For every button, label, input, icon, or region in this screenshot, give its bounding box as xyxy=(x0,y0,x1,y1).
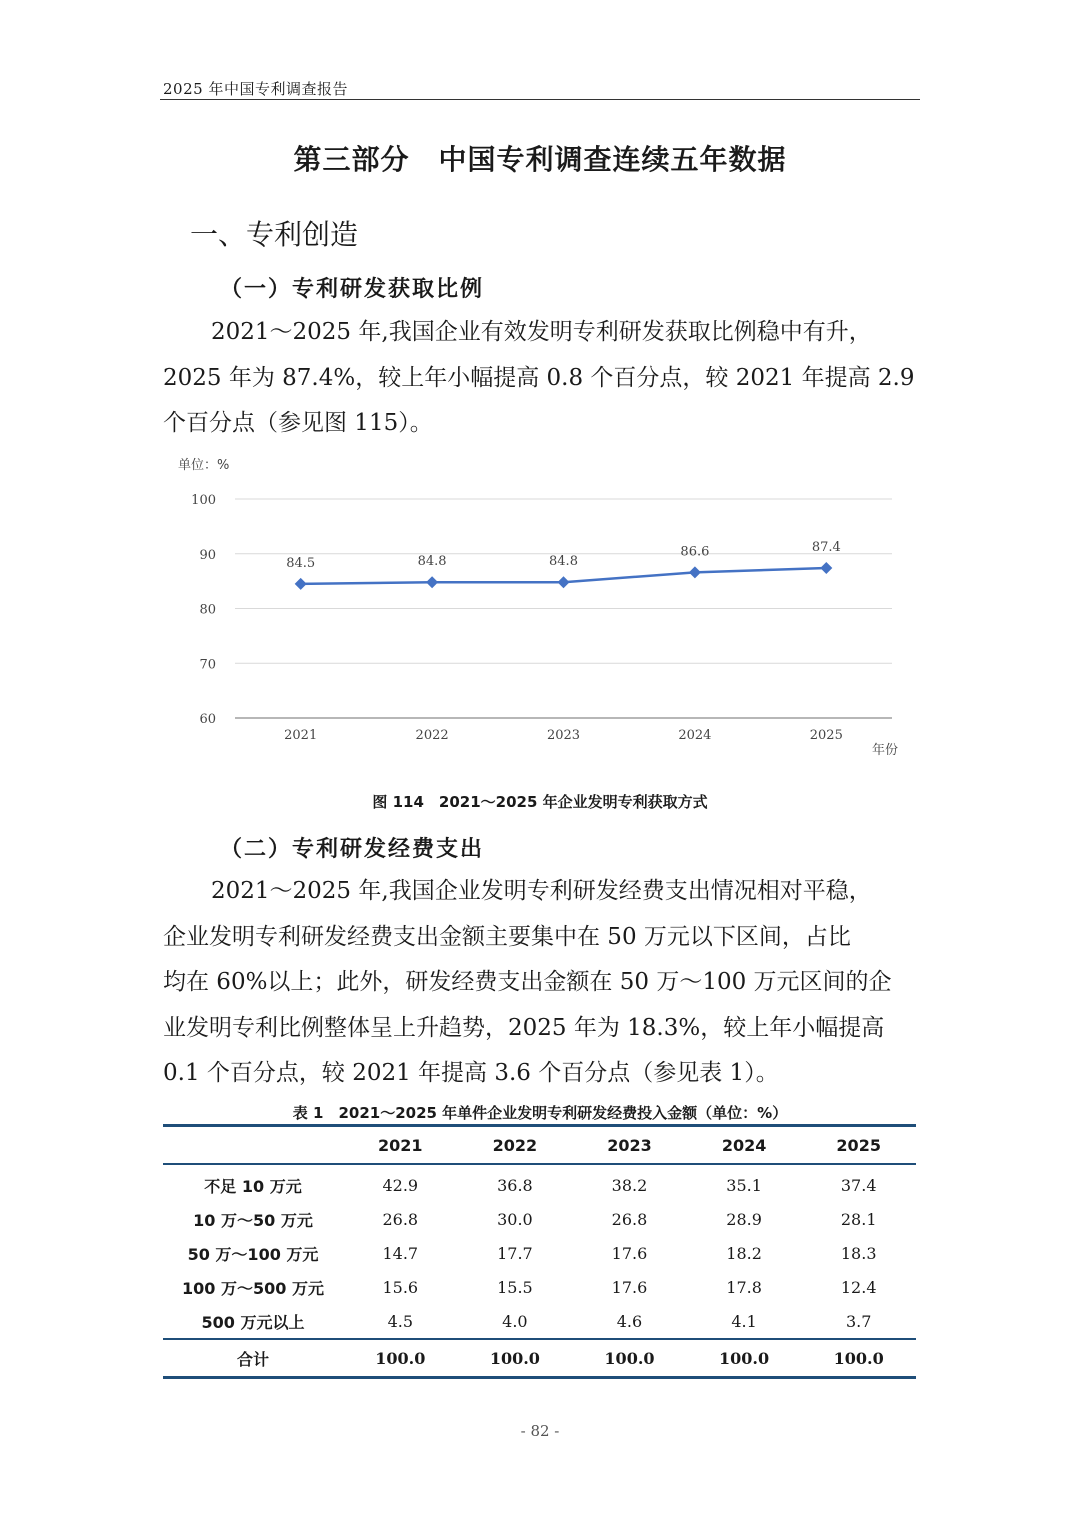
line-chart xyxy=(160,450,920,770)
table-cell: 36.8 xyxy=(497,1175,533,1195)
row-label: 500 万元以上 xyxy=(201,1312,305,1332)
table-header-cell: 2025 xyxy=(801,1126,916,1165)
table-cell: 17.8 xyxy=(726,1277,762,1297)
x-tick-label: 2022 xyxy=(415,728,449,743)
table-cell: 3.7 xyxy=(845,1311,872,1331)
expenditure-table xyxy=(163,1124,916,1379)
table-cell: 18.3 xyxy=(840,1243,877,1263)
row-label: 50 万～100 万元 xyxy=(187,1244,319,1264)
table-cell: 38.2 xyxy=(611,1175,648,1195)
data-point xyxy=(820,562,832,574)
chart-unit-label: 单位：% xyxy=(178,458,230,473)
y-tick-label: 60 xyxy=(199,712,216,727)
subsection-title-2: （二）专利研发经费支出 xyxy=(220,836,485,862)
table-row xyxy=(163,1304,916,1339)
table-cell: 37.4 xyxy=(840,1175,877,1195)
data-label: 84.5 xyxy=(286,555,316,571)
data-point xyxy=(689,566,701,578)
paragraph-2-line-3: 均在 60%以上；此外，研发经费支出金额在 50 万～100 万元区间的企 xyxy=(163,969,892,995)
page-number: - 82 - xyxy=(520,1422,560,1440)
table-cell: 100.0 xyxy=(687,1339,802,1378)
data-label: 84.8 xyxy=(549,554,578,570)
data-point xyxy=(295,578,307,590)
table-cell: 100.0 xyxy=(801,1339,916,1378)
running-header: 2025 年中国专利调查报告 xyxy=(163,80,348,98)
table-cell: 4.6 xyxy=(616,1311,643,1331)
table-header-cell: 2023 xyxy=(572,1126,687,1165)
table-total-row xyxy=(163,1339,916,1378)
y-tick-label: 100 xyxy=(191,493,216,508)
table-cell: 17.6 xyxy=(611,1277,648,1297)
data-label: 84.8 xyxy=(417,554,447,570)
part-title: 第三部分 中国专利调查连续五年数据 xyxy=(293,143,787,176)
table-row xyxy=(163,1202,916,1236)
table-cell: 30.0 xyxy=(497,1209,533,1229)
table-cell: 17.6 xyxy=(611,1243,648,1263)
table-row xyxy=(163,1270,916,1304)
table-cell: 100.0 xyxy=(458,1339,573,1378)
table-caption: 表 1 2021～2025 年单件企业发明专利研发经费投入金额（单位：%） xyxy=(292,1104,788,1122)
paragraph-2-line-1: 2021～2025 年,我国企业发明专利研发经费支出情况相对平稳， xyxy=(211,878,872,904)
table-cell: 18.2 xyxy=(726,1243,762,1263)
table-cell: 4.0 xyxy=(502,1311,528,1331)
row-label: 不足 10 万元 xyxy=(204,1176,302,1196)
x-tick-label: 2023 xyxy=(546,728,581,743)
table-cell: 15.6 xyxy=(382,1277,419,1297)
chart-x-axis-label: 年份 xyxy=(872,743,899,758)
x-tick-label: 2021 xyxy=(284,728,318,743)
table-cell: 26.8 xyxy=(611,1209,648,1229)
row-label: 100 万～500 万元 xyxy=(182,1278,324,1298)
table-cell: 100.0 xyxy=(572,1339,687,1378)
paragraph-2-line-2: 企业发明专利研发经费支出金额主要集中在 50 万元以下区间，占比 xyxy=(163,923,851,950)
table-cell: 35.1 xyxy=(726,1175,762,1195)
y-tick-label: 70 xyxy=(199,657,216,673)
y-tick-label: 90 xyxy=(199,547,216,563)
table-header-row xyxy=(163,1126,916,1165)
paragraph-2-line-4: 业发明专利比例整体呈上升趋势，2025 年为 18.3%，较上年小幅提高 xyxy=(163,1014,885,1041)
paragraph-2-line-5: 0.1 个百分点，较 2021 年提高 3.6 个百分点（参见表 1）。 xyxy=(163,1060,779,1086)
figure-caption: 图 114 2021～2025 年企业发明专利获取方式 xyxy=(372,793,708,811)
table-cell: 14.7 xyxy=(382,1243,419,1263)
table-cell: 4.5 xyxy=(387,1311,414,1331)
row-label: 合计 xyxy=(163,1339,343,1378)
data-label: 86.6 xyxy=(680,544,710,560)
table-cell: 28.1 xyxy=(840,1209,877,1229)
table-cell: 42.9 xyxy=(382,1175,419,1195)
header-divider xyxy=(160,99,920,100)
y-tick-label: 80 xyxy=(199,602,216,618)
table-cell: 15.5 xyxy=(497,1277,533,1297)
table-row xyxy=(163,1236,916,1270)
table-header-cell: 2024 xyxy=(687,1126,802,1165)
paragraph-1-line-3: 个百分点（参见图 115）。 xyxy=(163,410,433,436)
table-cell: 28.9 xyxy=(726,1209,762,1229)
table-cell: 12.4 xyxy=(840,1277,877,1297)
x-tick-label: 2024 xyxy=(678,728,712,743)
paragraph-1-line-1: 2021～2025 年,我国企业有效发明专利研发获取比例稳中有升， xyxy=(211,319,872,345)
data-point xyxy=(426,576,438,588)
table-header-cell: 2021 xyxy=(343,1126,458,1165)
x-tick-label: 2025 xyxy=(809,728,843,743)
table-header-cell: 2022 xyxy=(458,1126,573,1165)
paragraph-1-line-2: 2025 年为 87.4%，较上年小幅提高 0.8 个百分点，较 2021 年提高 2.9 xyxy=(163,364,915,391)
table-cell: 26.8 xyxy=(382,1209,419,1229)
table-header-cell xyxy=(163,1126,343,1165)
section-title: 一、专利创造 xyxy=(190,218,359,251)
data-label: 87.4 xyxy=(811,539,841,555)
table-cell: 17.7 xyxy=(497,1243,533,1263)
subsection-title-1: （一）专利研发获取比例 xyxy=(220,276,485,302)
row-label: 10 万～50 万元 xyxy=(193,1210,313,1230)
table-cell: 4.1 xyxy=(731,1311,757,1331)
table-cell: 100.0 xyxy=(343,1339,458,1378)
paragraph-1 xyxy=(163,310,918,447)
data-point xyxy=(558,576,570,588)
table-row xyxy=(163,1164,916,1202)
paragraph-2 xyxy=(163,869,918,1097)
